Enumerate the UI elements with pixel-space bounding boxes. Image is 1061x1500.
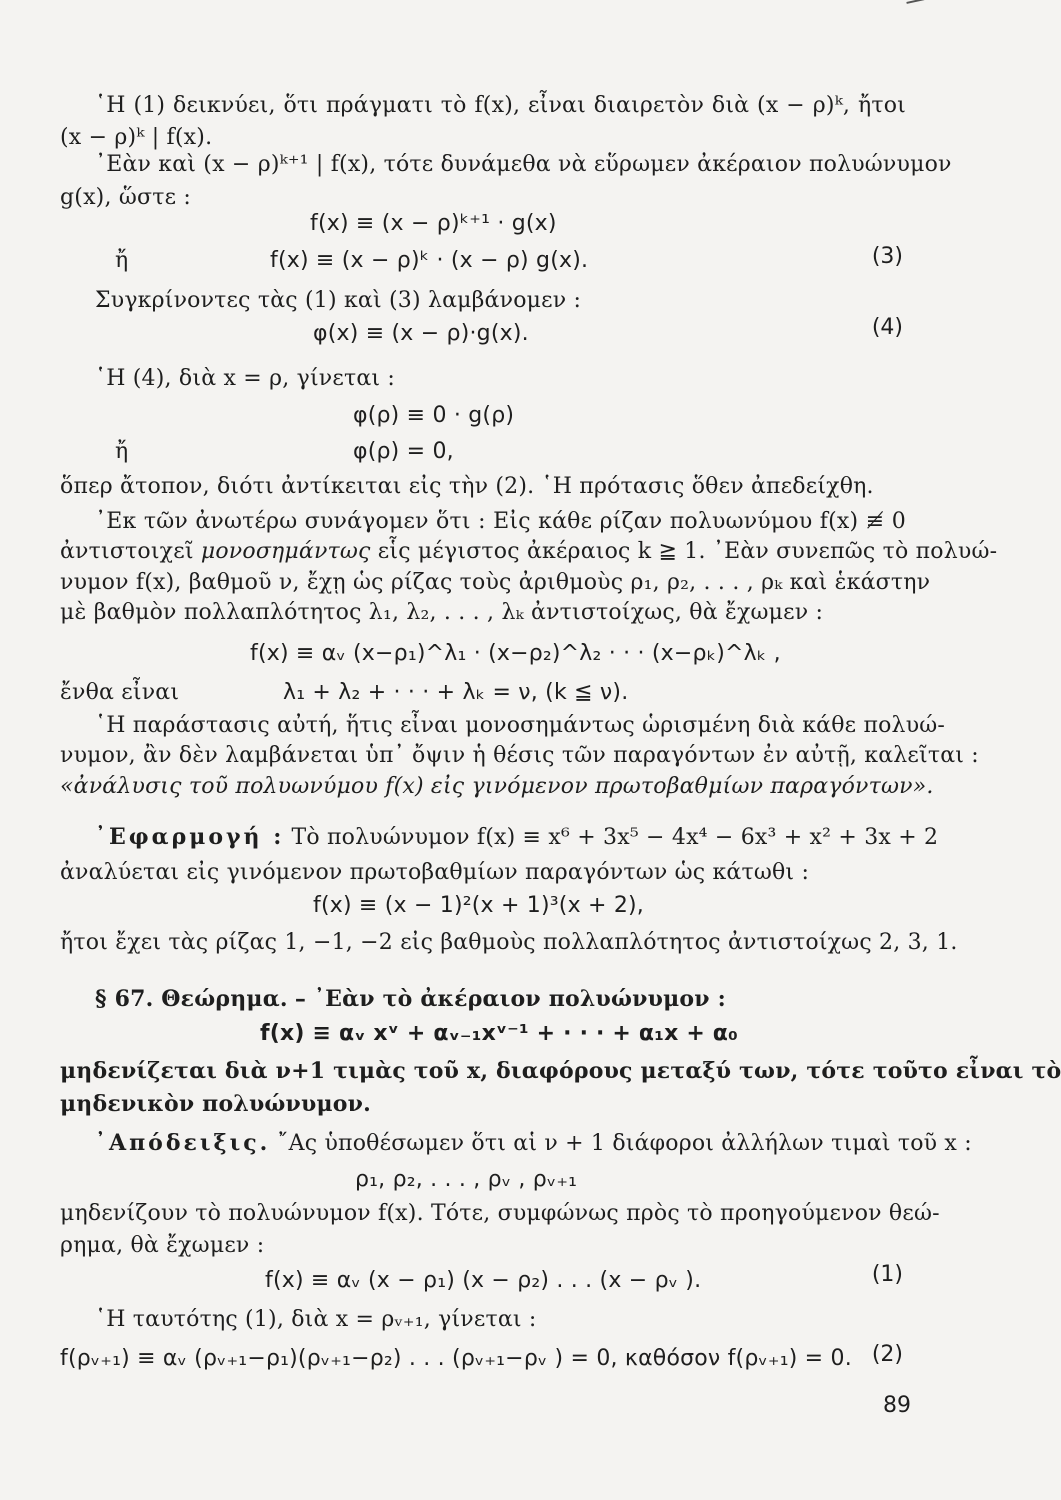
- equation: f(x) ≡ αᵥ (x − ρ₁) (x − ρ₂) . . . (x − ρᵥ ).: [265, 1268, 702, 1293]
- text-line: [95, 1129, 972, 1158]
- text-line: μὲ βαθμὸν πολλαπλότητος λ₁, λ₂, . . . , λₖ ἀντιστοίχως, θὰ ἔχωμεν :: [60, 600, 824, 625]
- proof-heading: ᾿Απόδειξις.: [95, 1130, 271, 1156]
- theorem-statement-start: – ᾿Εὰν τὸ ἀκέραιον πολυώνυμον :: [294, 986, 726, 1012]
- text-line: ῾Η παράστασις αὐτή, ἥτις εἶναι μονοσημάντως ὡρισμένη διὰ κάθε πολυώ-: [95, 713, 946, 738]
- text-line: Συγκρίνοντες τὰς (1) καὶ (3) λαμβάνομεν :: [95, 288, 582, 313]
- equation: f(x) ≡ (x − 1)²(x + 1)³(x + 2),: [313, 893, 644, 918]
- text-line: ἔνθα εἶναι: [60, 680, 180, 705]
- text-line: ᾿Εὰν καὶ (x − ρ)ᵏ⁺¹ | f(x), τότε δυνάμεθα νὰ εὕρωμεν ἀκέραιον πολυώνυμον: [95, 152, 952, 177]
- corner-mark: [906, 0, 925, 10]
- text-span: ῎Ας ὑποθέσωμεν ὅτι αἱ ν + 1 διάφοροι ἀλλήλων τιμαὶ τοῦ x :: [277, 1131, 972, 1156]
- text-line: [95, 823, 938, 852]
- equation: φ(ρ) = 0,: [353, 439, 454, 464]
- text-line: ᾿Εκ τῶν ἀνωτέρω συνάγομεν ὅτι : Εἰς κάθε ρίζαν πολυωνύμου f(x) ≢ 0: [95, 509, 906, 534]
- emphasis-text: μονοσημάντως: [200, 539, 371, 564]
- text-span: εἷς μέγιστος ἀκέραιος k ≧ 1. ᾿Εὰν συνεπῶς τὸ πολυώ-: [377, 539, 998, 564]
- page-number: 89: [883, 1393, 911, 1418]
- equation: λ₁ + λ₂ + · · · + λₖ = ν, (k ≦ ν).: [283, 680, 629, 705]
- text-line: [60, 538, 997, 566]
- text-line: ῾Η (1) δεικνύει, ὅτι πράγματι τὸ f(x), εἶναι διαιρετὸν διὰ (x − ρ)ᵏ, ἤτοι: [95, 93, 906, 118]
- equation: f(ρᵥ₊₁) ≡ αᵥ (ρᵥ₊₁−ρ₁)(ρᵥ₊₁−ρ₂) . . . (ρᵥ₊₁−ρᵥ ) = 0, καθόσον f(ρᵥ₊₁) = 0.: [60, 1346, 852, 1371]
- text-line: μηδενίζουν τὸ πολυώνυμον f(x). Τότε, συμφώνως πρὸς τὸ προηγούμενον θεώ-: [60, 1201, 940, 1226]
- equation: φ(ρ) ≡ 0 · g(ρ): [353, 403, 515, 428]
- text-line: ρημα, θὰ ἔχωμεν :: [60, 1233, 265, 1258]
- theorem-statement: μηδενικὸν πολυώνυμον.: [60, 1091, 371, 1117]
- equation-number: (2): [871, 1342, 903, 1367]
- equation-number: (3): [871, 244, 903, 269]
- equation-number: (4): [871, 315, 903, 340]
- equation: f(x) ≡ αᵥ xᵛ + αᵥ₋₁xᵛ⁻¹ + · · · + α₁x + α₀: [260, 1021, 738, 1046]
- application-heading: ᾿Εφαρμογή :: [95, 824, 285, 850]
- text-line: g(x), ὥστε :: [60, 185, 191, 210]
- text-line: ἤ: [115, 439, 129, 464]
- text-line: (x − ρ)ᵏ | f(x).: [60, 125, 213, 150]
- text-line: ῾Η ταυτότης (1), διὰ x = ρᵥ₊₁, γίνεται :: [95, 1307, 537, 1332]
- text-line: ῾Η (4), διὰ x = ρ, γίνεται :: [95, 366, 396, 391]
- text-line: ἀναλύεται εἰς γινόμενον πρωτοβαθμίων παραγόντων ὡς κάτωθι :: [60, 860, 810, 885]
- text-span: ἀντιστοιχεῖ: [60, 539, 194, 564]
- theorem-heading: [95, 985, 726, 1014]
- equation: f(x) ≡ αᵥ (x−ρ₁)^λ₁ · (x−ρ₂)^λ₂ · · · (x−ρₖ)^λₖ ,: [250, 641, 781, 666]
- text-line: ὅπερ ἄτοπον, διότι ἀντίκειται εἰς τὴν (2). ῾Η πρότασις ὅθεν ἀπεδείχθη.: [60, 474, 874, 499]
- quoted-definition: «ἀνάλυσις τοῦ πολυωνύμου f(x) εἰς γινόμενον πρωτοβαθμίων παραγόντων».: [60, 774, 934, 799]
- section-title: § 67. Θεώρημα.: [95, 986, 288, 1012]
- text-line: ἤ: [115, 248, 129, 273]
- equation-number: (1): [871, 1262, 903, 1287]
- equation: φ(x) ≡ (x − ρ)·g(x).: [313, 321, 529, 346]
- theorem-statement: μηδενίζεται διὰ ν+1 τιμὰς τοῦ x, διαφόρους μεταξύ των, τότε τοῦτο εἶναι τὸ: [60, 1058, 1061, 1084]
- text-line: νυμον f(x), βαθμοῦ ν, ἔχῃ ὡς ρίζας τοὺς ἀριθμοὺς ρ₁, ρ₂, . . . , ρₖ καὶ ἑκάστην: [60, 570, 931, 595]
- equation: f(x) ≡ (x − ρ)ᵏ · (x − ρ) g(x).: [270, 248, 589, 273]
- equation: f(x) ≡ (x − ρ)ᵏ⁺¹ · g(x): [310, 211, 557, 236]
- text-span: Τὸ πολυώνυμον f(x) ≡ x⁶ + 3x⁵ − 4x⁴ − 6x³ + x² + 3x + 2: [291, 825, 939, 850]
- text-line: ἤτοι ἔχει τὰς ρίζας 1, −1, −2 εἰς βαθμοὺς πολλαπλότητος ἀντιστοίχως 2, 3, 1.: [60, 930, 958, 955]
- text-line: νυμον, ἂν δὲν λαμβάνεται ὑπ᾿ ὄψιν ἡ θέσις τῶν παραγόντων ἐν αὐτῇ, καλεῖται :: [60, 743, 979, 768]
- equation: ρ₁, ρ₂, . . . , ρᵥ , ρᵥ₊₁: [355, 1167, 578, 1192]
